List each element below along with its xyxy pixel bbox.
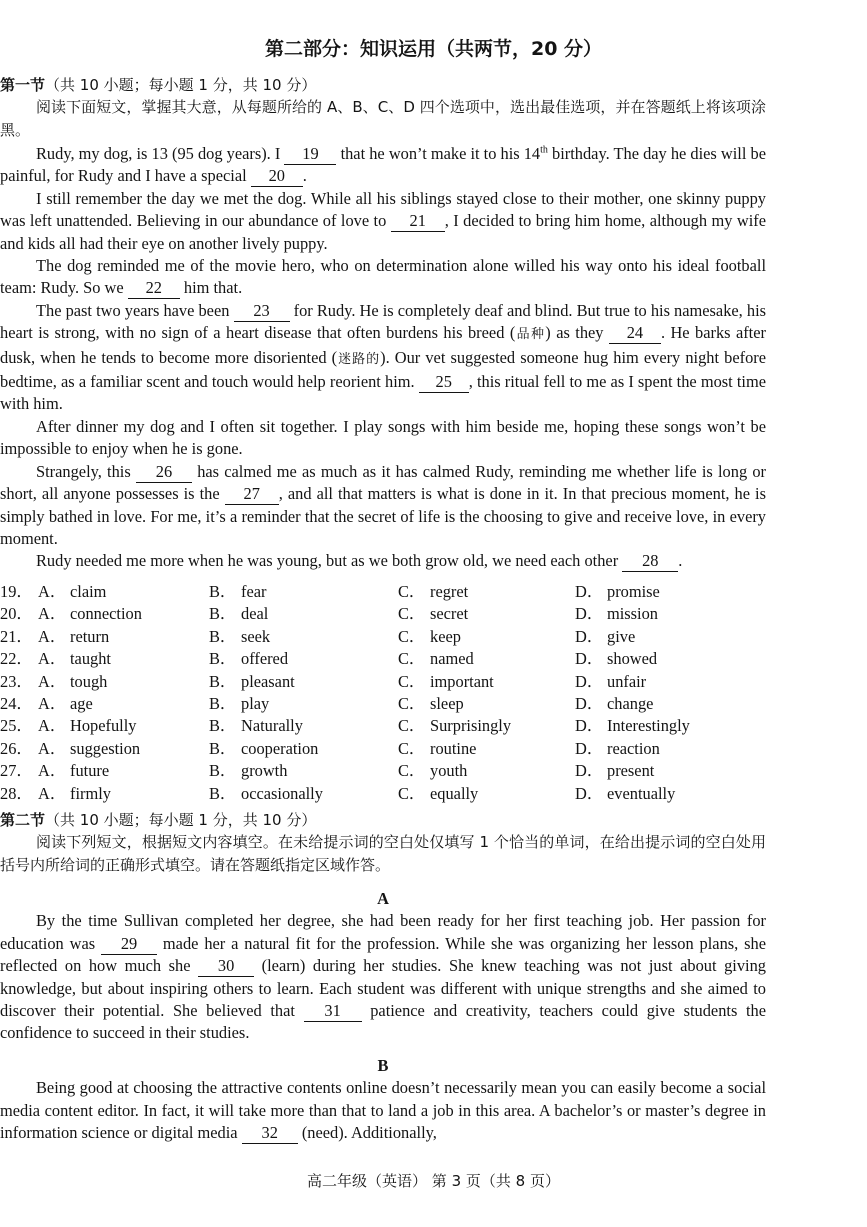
section2-instruction: 阅读下列短文，根据短文内容填空。在未给提示词的空白处仅填写 1 个恰当的单词，在给出提示词的空白处用括号内所给词的正确形式填空。请在答题纸指定区域作答。 bbox=[0, 833, 766, 874]
options-row: 19． A． claim B． fear C． regret D． promise bbox=[0, 582, 660, 601]
blank-30: 30 bbox=[198, 957, 254, 977]
passage-a-heading: A bbox=[377, 889, 389, 908]
part-title: 第二部分：知识运用（共两节，20 分） bbox=[264, 38, 603, 60]
passage-a bbox=[0, 888, 766, 1045]
blank-24: 24 bbox=[609, 324, 661, 344]
blank-19: 19 bbox=[284, 145, 336, 165]
section1-head: 第一节 bbox=[0, 76, 46, 94]
options-list bbox=[0, 581, 766, 805]
options-row: 21． A． return B． seek C． keep D． give bbox=[0, 626, 636, 646]
page-footer: 高二年级（英语） 第 3 页（共 8 页） bbox=[307, 1172, 560, 1190]
paragraph-3: The dog reminded me of the movie hero, who on determination alone willed his way onto his ideal football team: Rudy. So we 22 him that. bbox=[0, 256, 766, 298]
blank-22: 22 bbox=[128, 279, 180, 299]
options-row: 22． A． taught B． offered C． named D． showed bbox=[0, 649, 658, 669]
section2-intro bbox=[0, 809, 766, 876]
cloze-passage bbox=[0, 143, 766, 573]
options-row: 20． A． connection B． deal C． secret D． mission bbox=[0, 604, 659, 624]
paragraph-2: I still remember the day we met the dog. While all his siblings stayed close to their mother, one skinny puppy was left unattended. Believing in our abundance of love to 21 , I decided to bring him home, although my wife and kids all had their eye on another lively puppy. bbox=[0, 188, 766, 253]
section1-heading bbox=[0, 74, 766, 96]
passage-a-text: By the time Sullivan completed her degree, she had been ready for her first teaching job. Her passion for education was 29 made her a natural fit for the profession. While she was organizing her lesson plans, she reflected on how much she 30 (learn) during her studies. She knew teaching was not just about giving knowledge, but about inspiring others to learn. Each student was different with unique strengths and she aimed to discover their potential. She believed that 31 patience and creativity, teachers could give students the confidence to succeed in their studies. bbox=[0, 911, 766, 1043]
section2-head: 第二节 bbox=[0, 811, 46, 829]
section1-instruction: 阅读下面短文，掌握其大意，从每题所给的 A、B、C、D 四个选项中，选出最佳选项，并在答题纸上将该项涂黑。 bbox=[0, 98, 766, 139]
blank-23: 23 bbox=[234, 302, 290, 322]
blank-26: 26 bbox=[136, 463, 192, 483]
section1-intro bbox=[0, 74, 766, 141]
paragraph-4: The past two years have been 23 for Rudy. He is completely deaf and blind. But true to his namesake, his heart is strong, with no sign of a heart disease that often burdens his breed (品种) as they 24 . He barks after dusk, when he tends to become more disoriented (迷路的). Our vet suggested someone hug him every night before bedtime, as a familiar scent and touch would help reorient him. 25 , this ritual fell to me as I spent the most time with him. bbox=[0, 300, 766, 414]
blank-31: 31 bbox=[304, 1002, 362, 1022]
paragraph-5: After dinner my dog and I often sit together. I play songs with him beside me, hoping these songs won’t be impossible to enjoy when he is gone. bbox=[0, 416, 766, 459]
options-row: 27． A． future B． growth C． youth D． present bbox=[0, 761, 655, 781]
paragraph-7: Rudy needed me more when he was young, but as we both grow old, we need each other 28 . bbox=[36, 551, 683, 571]
section2-heading bbox=[0, 809, 766, 831]
passage-b-text: Being good at choosing the attractive contents online doesn’t necessarily mean you can easily become a social media content editor. In fact, it will take more than that to land a job in this area. A bachelor’s or master’s degree in information science or digital media 32 (need). Additionally, bbox=[0, 1078, 766, 1143]
options-row: 23． A． tough B． pleasant C． important D． unfair bbox=[0, 671, 647, 691]
blank-27: 27 bbox=[225, 485, 279, 505]
blank-29: 29 bbox=[101, 935, 157, 955]
options-row: 26． A． suggestion B． cooperation C． routine D． reaction bbox=[0, 738, 660, 758]
blank-32: 32 bbox=[242, 1124, 298, 1144]
paragraph-1: Rudy, my dog, is 13 (95 dog years). I 19 that he won’t make it to his 14th birthday. The day he dies will be painful, for Rudy and I have a special 20 . bbox=[0, 144, 766, 186]
passage-b-heading: B bbox=[377, 1056, 389, 1075]
blank-25: 25 bbox=[419, 373, 469, 393]
options-row: 25． A． Hopefully B． Naturally C． Surprisingly D． Interestingly bbox=[0, 716, 690, 736]
options-row: 28． A． firmly B． occasionally C． equally D． eventually bbox=[0, 783, 676, 803]
blank-20: 20 bbox=[251, 167, 303, 187]
options-row: 24． A． age B． play C． sleep D． change bbox=[0, 693, 654, 713]
section1-note: （共 10 小题；每小题 1 分，共 10 分） bbox=[45, 76, 317, 94]
passage-b bbox=[0, 1055, 766, 1145]
blank-21: 21 bbox=[391, 212, 445, 232]
section2-note: （共 10 小题；每小题 1 分，共 10 分） bbox=[45, 811, 317, 829]
blank-28: 28 bbox=[622, 552, 678, 572]
paragraph-6: Strangely, this 26 has calmed me as much as it has calmed Rudy, reminding me whether life is long or short, all anyone possesses is the 27 , and all that matters is what is done in it. In that precious moment, he is simply bathed in love. For me, it’s a reminder that the secret of life is the choosing to give and receive love, in every moment. bbox=[0, 461, 766, 548]
